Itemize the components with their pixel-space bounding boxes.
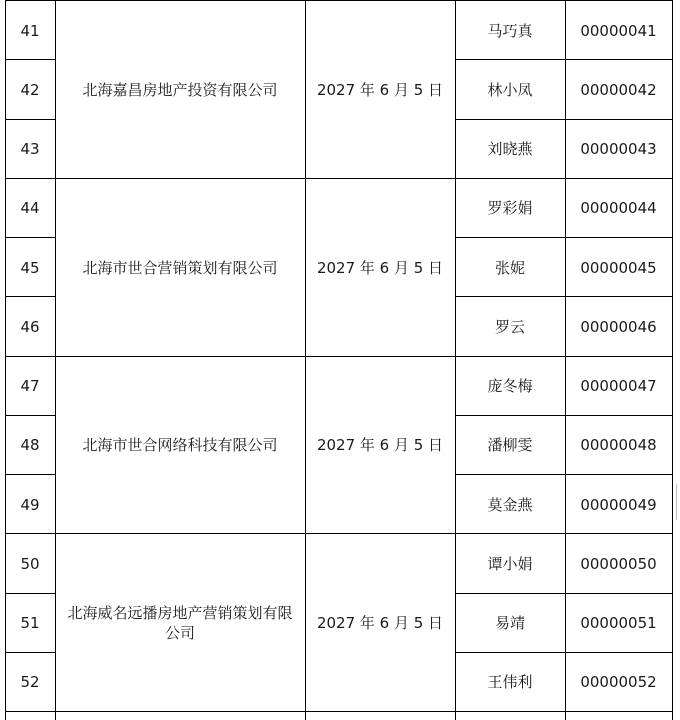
row-separator-line (455, 474, 673, 475)
group-separator-line (5, 356, 673, 357)
row-separator-line (5, 59, 55, 60)
certificate-code-cell: 00000050 (580, 554, 657, 573)
column-border-2 (305, 0, 306, 720)
issue-date-cell: 2027 年 6 月 5 日 (316, 614, 444, 633)
column-border-4 (565, 0, 566, 720)
row-number-cell: 41 (20, 21, 40, 40)
row-separator-line (455, 237, 673, 238)
row-separator-line (455, 119, 673, 120)
group-separator-line (5, 178, 673, 179)
row-separator-line (5, 119, 55, 120)
company-name-cell: 北海市世合营销策划有限公司 (82, 258, 278, 277)
person-name-cell: 庞冬梅 (487, 377, 533, 396)
row-number-cell: 43 (20, 140, 40, 159)
row-number-cell: 48 (20, 436, 40, 455)
row-number-cell: 45 (20, 258, 40, 277)
person-name-cell: 罗彩娟 (487, 199, 533, 218)
company-name-cell: 北海嘉昌房地产投资有限公司 (82, 80, 278, 99)
row-separator-line (5, 593, 55, 594)
row-number-cell: 52 (20, 673, 40, 692)
row-number-cell: 42 (20, 80, 40, 99)
certificate-code-cell: 00000046 (580, 317, 657, 336)
row-separator-line (5, 237, 55, 238)
company-name-cell: 北海威名远播房地产营销策划有限公司 (67, 604, 293, 643)
certificate-code-cell: 00000049 (580, 495, 657, 514)
person-name-cell: 马巧真 (487, 21, 533, 40)
group-separator-line (5, 533, 673, 534)
table-top-border (5, 0, 673, 1)
issue-date-cell: 2027 年 6 月 5 日 (316, 436, 444, 455)
row-number-cell: 47 (20, 377, 40, 396)
row-number-cell: 49 (20, 495, 40, 514)
certificate-code-cell: 00000051 (580, 614, 657, 633)
group-separator-line (5, 711, 673, 712)
certificate-code-cell: 00000043 (580, 140, 657, 159)
row-separator-line (455, 652, 673, 653)
certificate-code-cell: 00000045 (580, 258, 657, 277)
certificate-code-cell: 00000041 (580, 21, 657, 40)
person-name-cell: 王伟利 (487, 673, 533, 692)
company-name-cell: 北海市世合网络科技有限公司 (82, 436, 278, 455)
person-name-cell: 林小凤 (487, 80, 533, 99)
row-separator-line (5, 296, 55, 297)
row-separator-line (5, 652, 55, 653)
row-number-cell: 46 (20, 317, 40, 336)
row-separator-line (455, 593, 673, 594)
row-separator-line (5, 474, 55, 475)
certificate-code-cell: 00000048 (580, 436, 657, 455)
person-name-cell: 谭小娟 (487, 554, 533, 573)
row-separator-line (455, 59, 673, 60)
person-name-cell: 潘柳雯 (487, 436, 533, 455)
column-border-5 (672, 0, 673, 720)
row-number-cell: 51 (20, 614, 40, 633)
person-name-cell: 罗云 (494, 317, 525, 336)
certificate-code-cell: 00000052 (580, 673, 657, 692)
row-number-cell: 50 (20, 554, 40, 573)
row-number-cell: 44 (20, 199, 40, 218)
page-edge-mark (676, 484, 678, 520)
person-name-cell: 莫金燕 (487, 495, 533, 514)
person-name-cell: 刘晓燕 (487, 140, 533, 159)
certificate-code-cell: 00000047 (580, 377, 657, 396)
certificate-code-cell: 00000044 (580, 199, 657, 218)
column-border-1 (55, 0, 56, 720)
certificate-code-cell: 00000042 (580, 80, 657, 99)
row-separator-line (5, 415, 55, 416)
column-border-3 (455, 0, 456, 720)
row-separator-line (455, 296, 673, 297)
issue-date-cell: 2027 年 6 月 5 日 (316, 258, 444, 277)
issue-date-cell: 2027 年 6 月 5 日 (316, 80, 444, 99)
column-border-0 (5, 0, 6, 720)
person-name-cell: 张妮 (494, 258, 525, 277)
person-name-cell: 易靖 (494, 614, 525, 633)
row-separator-line (455, 415, 673, 416)
